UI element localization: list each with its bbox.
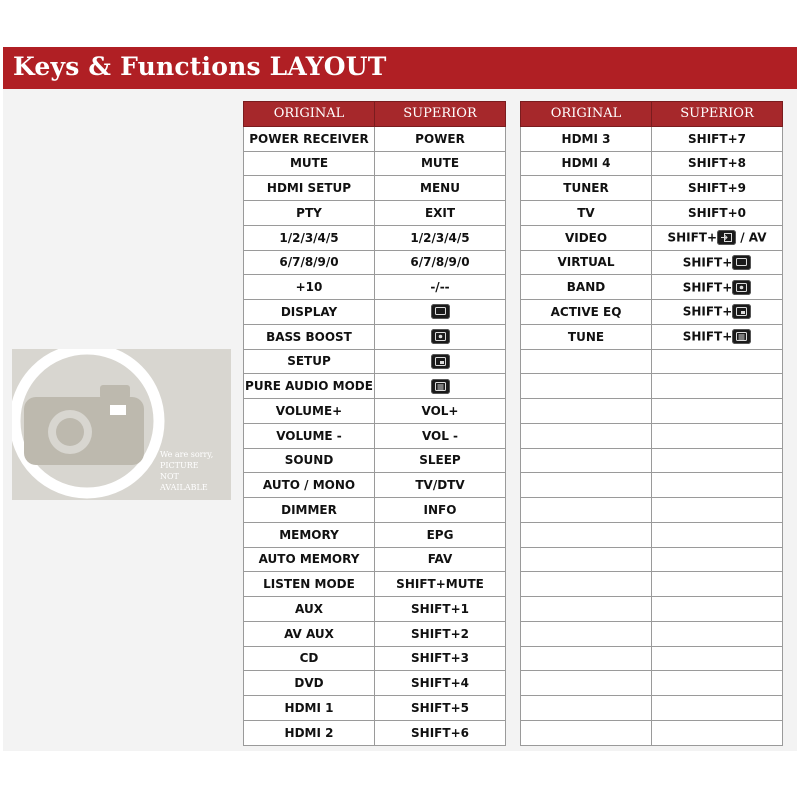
original-key-cell: HDMI 4 [521,151,652,176]
right-mapping-table [520,101,783,746]
table-row [521,250,783,275]
empty-cell [521,572,652,597]
original-key-cell: DIMMER [244,498,375,523]
screen-icon [431,304,450,319]
table-row [521,646,783,671]
table-row [521,151,783,176]
table-row [521,522,783,547]
table-row [244,720,506,745]
superior-key-cell: SHIFT+7 [652,126,783,151]
table-header-row [244,102,506,127]
table-row [521,423,783,448]
original-key-cell: VIDEO [521,225,652,250]
original-key-cell: TUNE [521,324,652,349]
table-row [521,572,783,597]
table-row [521,201,783,226]
table-row [244,349,506,374]
empty-cell [521,671,652,696]
table-row [521,300,783,325]
table-row [521,349,783,374]
empty-cell [652,597,783,622]
empty-cell [652,423,783,448]
empty-cell [652,498,783,523]
record-icon [732,280,751,295]
original-key-cell: HDMI 3 [521,126,652,151]
empty-cell [652,374,783,399]
empty-cell [652,448,783,473]
superior-key-cell: TV/DTV [375,473,506,498]
empty-cell [652,696,783,721]
original-key-cell: HDMI 2 [244,720,375,745]
table-row [521,275,783,300]
original-key-cell: 6/7/8/9/0 [244,250,375,275]
table-row [521,696,783,721]
superior-key-cell [375,374,506,399]
original-key-cell: +10 [244,275,375,300]
original-key-cell: AUX [244,597,375,622]
superior-key-cell [652,275,783,300]
superior-prefix-text: SHIFT+ [682,255,733,270]
table-row [244,696,506,721]
superior-prefix-text: SHIFT+ [682,329,733,344]
page-title: Keys & Functions LAYOUT [13,52,387,81]
original-key-cell: LISTEN MODE [244,572,375,597]
superior-key-cell: SHIFT+8 [652,151,783,176]
superior-key-cell: 6/7/8/9/0 [375,250,506,275]
list-icon [732,329,751,344]
empty-cell [652,646,783,671]
table-row [244,176,506,201]
superior-key-cell: VOL - [375,423,506,448]
original-key-cell: TV [521,201,652,226]
empty-cell [521,448,652,473]
original-key-cell: AUTO MEMORY [244,547,375,572]
original-key-cell: PURE AUDIO MODE [244,374,375,399]
original-key-cell: AUTO / MONO [244,473,375,498]
table-row [521,671,783,696]
original-key-cell: VIRTUAL [521,250,652,275]
table-row [521,324,783,349]
empty-cell [652,547,783,572]
empty-cell [521,597,652,622]
original-key-cell: VOLUME - [244,423,375,448]
superior-key-cell: SHIFT+4 [375,671,506,696]
superior-prefix-text: SHIFT+ [682,280,733,295]
table-row [244,374,506,399]
table-row [521,176,783,201]
title-bar [3,47,797,89]
table-row [521,597,783,622]
header-superior: SUPERIOR [652,102,783,127]
superior-key-cell: SHIFT+2 [375,621,506,646]
original-key-cell: BAND [521,275,652,300]
empty-cell [652,522,783,547]
empty-cell [521,423,652,448]
table-row [244,399,506,424]
table-header-row [521,102,783,127]
original-key-cell: POWER RECEIVER [244,126,375,151]
superior-key-cell: INFO [375,498,506,523]
original-key-cell: DVD [244,671,375,696]
table-row [244,597,506,622]
empty-cell [652,399,783,424]
empty-cell [521,498,652,523]
table-row [521,448,783,473]
table-row [521,374,783,399]
original-key-cell: AV AUX [244,621,375,646]
superior-key-cell [652,324,783,349]
table-row [244,225,506,250]
table-row [244,275,506,300]
superior-key-cell: SLEEP [375,448,506,473]
superior-prefix-text: SHIFT+ [667,230,718,245]
superior-key-cell [652,300,783,325]
original-key-cell: SETUP [244,349,375,374]
superior-key-cell: SHIFT+MUTE [375,572,506,597]
table-row [244,621,506,646]
empty-cell [521,522,652,547]
table-row [244,547,506,572]
table-row [244,300,506,325]
empty-cell [652,671,783,696]
superior-key-cell: SHIFT+5 [375,696,506,721]
superior-key-cell: 1/2/3/4/5 [375,225,506,250]
empty-cell [521,473,652,498]
superior-key-cell: SHIFT+0 [652,201,783,226]
original-key-cell: SOUND [244,448,375,473]
table-row [521,621,783,646]
table-row [244,572,506,597]
superior-key-cell: SHIFT+9 [652,176,783,201]
empty-cell [521,547,652,572]
record-icon [431,329,450,344]
superior-key-cell: SHIFT+1 [375,597,506,622]
table-row [244,671,506,696]
original-key-cell: MUTE [244,151,375,176]
superior-key-cell [652,225,783,250]
table-row [244,126,506,151]
table-row [244,324,506,349]
header-superior: SUPERIOR [375,102,506,127]
superior-key-cell: SHIFT+3 [375,646,506,671]
superior-key-cell: EPG [375,522,506,547]
superior-key-cell: -/-- [375,275,506,300]
empty-cell [652,720,783,745]
original-key-cell: CD [244,646,375,671]
original-key-cell: HDMI SETUP [244,176,375,201]
original-key-cell: TUNER [521,176,652,201]
superior-key-cell: FAV [375,547,506,572]
picture-icon [732,304,751,319]
superior-key-cell: SHIFT+6 [375,720,506,745]
superior-key-cell: MUTE [375,151,506,176]
table-row [244,423,506,448]
table-row [244,201,506,226]
empty-cell [521,399,652,424]
table-row [521,498,783,523]
picture-not-available-placeholder [12,349,231,500]
table-row [244,250,506,275]
superior-key-cell: MENU [375,176,506,201]
original-key-cell: MEMORY [244,522,375,547]
header-original: ORIGINAL [521,102,652,127]
table-row [521,720,783,745]
original-key-cell: 1/2/3/4/5 [244,225,375,250]
original-key-cell: HDMI 1 [244,696,375,721]
original-key-cell: PTY [244,201,375,226]
table-row [244,522,506,547]
superior-key-cell [375,300,506,325]
empty-cell [521,374,652,399]
table-row [521,126,783,151]
superior-key-cell [375,324,506,349]
superior-key-cell [375,349,506,374]
original-key-cell: DISPLAY [244,300,375,325]
picture-icon [431,354,450,369]
placeholder-message: We are sorry, PICTURE NOT AVAILABLE [160,450,214,492]
header-original: ORIGINAL [244,102,375,127]
list-icon [431,379,450,394]
table-row [244,151,506,176]
empty-cell [652,473,783,498]
table-row [244,498,506,523]
screen-icon [732,255,751,270]
superior-key-cell: EXIT [375,201,506,226]
superior-prefix-text: SHIFT+ [682,304,733,319]
original-key-cell: BASS BOOST [244,324,375,349]
left-mapping-table [243,101,506,746]
superior-key-cell: VOL+ [375,399,506,424]
table-row [521,399,783,424]
empty-cell [521,646,652,671]
input-icon [717,230,736,245]
original-key-cell: VOLUME+ [244,399,375,424]
empty-cell [652,572,783,597]
table-row [244,448,506,473]
superior-key-cell [652,250,783,275]
table-row [244,473,506,498]
empty-cell [521,621,652,646]
original-key-cell: ACTIVE EQ [521,300,652,325]
empty-cell [521,349,652,374]
empty-cell [652,349,783,374]
table-row [244,646,506,671]
superior-key-cell: POWER [375,126,506,151]
empty-cell [521,720,652,745]
superior-suffix-text: / AV [736,230,767,245]
table-row [521,473,783,498]
table-row [521,225,783,250]
empty-cell [652,621,783,646]
table-row [521,547,783,572]
empty-cell [521,696,652,721]
